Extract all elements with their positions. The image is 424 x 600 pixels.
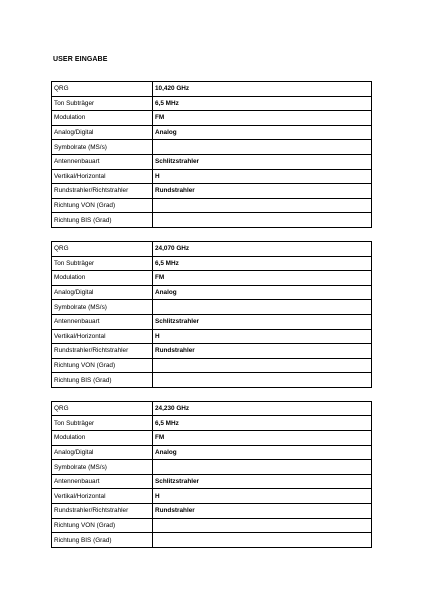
table-row — [52, 300, 372, 315]
row-value-ton-subtraeger[interactable]: 6,5 MHz — [153, 256, 372, 271]
row-label-analog-digital: Analog/Digital — [52, 445, 153, 460]
table-row — [52, 416, 372, 431]
table-row — [52, 518, 372, 533]
row-label-richtung-von: Richtung VON (Grad) — [52, 358, 153, 373]
row-label-ton-subtraeger: Ton Subträger — [52, 96, 153, 111]
table-row — [52, 241, 372, 256]
table-row — [52, 213, 372, 228]
table-row — [52, 154, 372, 169]
row-label-richtung-bis: Richtung BIS (Grad) — [52, 213, 153, 228]
row-value-vertikal-horizontal[interactable]: H — [153, 489, 372, 504]
row-label-qrg: QRG — [52, 401, 153, 416]
row-value-richtung-bis[interactable] — [153, 373, 372, 388]
row-label-qrg: QRG — [52, 82, 153, 97]
table-row — [52, 256, 372, 271]
table-row — [52, 460, 372, 475]
tables-container — [51, 81, 372, 561]
table-row — [52, 169, 372, 184]
row-label-vertikal-horizontal: Vertikal/Horizontal — [52, 489, 153, 504]
row-value-qrg[interactable]: 24,070 GHz — [153, 241, 372, 256]
spec-table-1 — [51, 81, 372, 228]
table-row — [52, 111, 372, 126]
row-label-symbolrate: Symbolrate (MS/s) — [52, 140, 153, 155]
row-value-qrg[interactable]: 10,420 GHz — [153, 82, 372, 97]
table-row — [52, 96, 372, 111]
table-row — [52, 140, 372, 155]
row-value-analog-digital[interactable]: Analog — [153, 285, 372, 300]
row-label-ton-subtraeger: Ton Subträger — [52, 416, 153, 431]
row-value-vertikal-horizontal[interactable]: H — [153, 169, 372, 184]
row-value-ton-subtraeger[interactable]: 6,5 MHz — [153, 416, 372, 431]
table-row — [52, 198, 372, 213]
table-row — [52, 82, 372, 97]
row-label-antennenbauart: Antennenbauart — [52, 154, 153, 169]
row-label-antennenbauart: Antennenbauart — [52, 474, 153, 489]
table-row — [52, 271, 372, 286]
spec-table-3 — [51, 401, 372, 548]
table-row — [52, 431, 372, 446]
row-label-qrg: QRG — [52, 241, 153, 256]
row-label-modulation: Modulation — [52, 431, 153, 446]
row-value-antennenbauart[interactable]: Schlitzstrahler — [153, 314, 372, 329]
table-row — [52, 533, 372, 548]
table-row — [52, 489, 372, 504]
table-row — [52, 314, 372, 329]
row-value-ton-subtraeger[interactable]: 6,5 MHz — [153, 96, 372, 111]
row-value-modulation[interactable]: FM — [153, 111, 372, 126]
row-value-antennenbauart[interactable]: Schlitzstrahler — [153, 154, 372, 169]
row-label-ton-subtraeger: Ton Subträger — [52, 256, 153, 271]
row-value-richtung-von[interactable] — [153, 518, 372, 533]
row-label-rundstrahler-richtstrahler: Rundstrahler/Richtstrahler — [52, 184, 153, 199]
row-value-rundstrahler-richtstrahler[interactable]: Rundstrahler — [153, 184, 372, 199]
table-row — [52, 445, 372, 460]
table-row — [52, 285, 372, 300]
row-value-richtung-von[interactable] — [153, 198, 372, 213]
table-row — [52, 329, 372, 344]
row-label-symbolrate: Symbolrate (MS/s) — [52, 460, 153, 475]
row-value-analog-digital[interactable]: Analog — [153, 125, 372, 140]
row-value-richtung-von[interactable] — [153, 358, 372, 373]
row-label-richtung-bis: Richtung BIS (Grad) — [52, 533, 153, 548]
row-label-vertikal-horizontal: Vertikal/Horizontal — [52, 329, 153, 344]
row-label-richtung-von: Richtung VON (Grad) — [52, 198, 153, 213]
row-value-modulation[interactable]: FM — [153, 271, 372, 286]
row-label-modulation: Modulation — [52, 271, 153, 286]
row-value-symbolrate[interactable] — [153, 300, 372, 315]
row-label-modulation: Modulation — [52, 111, 153, 126]
table-row — [52, 125, 372, 140]
row-label-analog-digital: Analog/Digital — [52, 285, 153, 300]
row-value-richtung-bis[interactable] — [153, 533, 372, 548]
row-value-modulation[interactable]: FM — [153, 431, 372, 446]
document-heading: USER EINGABE — [53, 56, 108, 63]
row-label-rundstrahler-richtstrahler: Rundstrahler/Richtstrahler — [52, 344, 153, 359]
table-row — [52, 184, 372, 199]
row-value-vertikal-horizontal[interactable]: H — [153, 329, 372, 344]
table-row — [52, 344, 372, 359]
table-row — [52, 474, 372, 489]
row-value-rundstrahler-richtstrahler[interactable]: Rundstrahler — [153, 504, 372, 519]
row-value-analog-digital[interactable]: Analog — [153, 445, 372, 460]
table-row — [52, 504, 372, 519]
table-row — [52, 401, 372, 416]
table-row — [52, 358, 372, 373]
row-label-symbolrate: Symbolrate (MS/s) — [52, 300, 153, 315]
row-label-analog-digital: Analog/Digital — [52, 125, 153, 140]
spec-table-2 — [51, 241, 372, 388]
row-label-vertikal-horizontal: Vertikal/Horizontal — [52, 169, 153, 184]
row-label-richtung-bis: Richtung BIS (Grad) — [52, 373, 153, 388]
row-value-rundstrahler-richtstrahler[interactable]: Rundstrahler — [153, 344, 372, 359]
row-value-qrg[interactable]: 24,230 GHz — [153, 401, 372, 416]
table-row — [52, 373, 372, 388]
row-value-symbolrate[interactable] — [153, 140, 372, 155]
row-label-antennenbauart: Antennenbauart — [52, 314, 153, 329]
row-value-richtung-bis[interactable] — [153, 213, 372, 228]
row-value-symbolrate[interactable] — [153, 460, 372, 475]
row-value-antennenbauart[interactable]: Schlitzstrahler — [153, 474, 372, 489]
row-label-richtung-von: Richtung VON (Grad) — [52, 518, 153, 533]
row-label-rundstrahler-richtstrahler: Rundstrahler/Richtstrahler — [52, 504, 153, 519]
